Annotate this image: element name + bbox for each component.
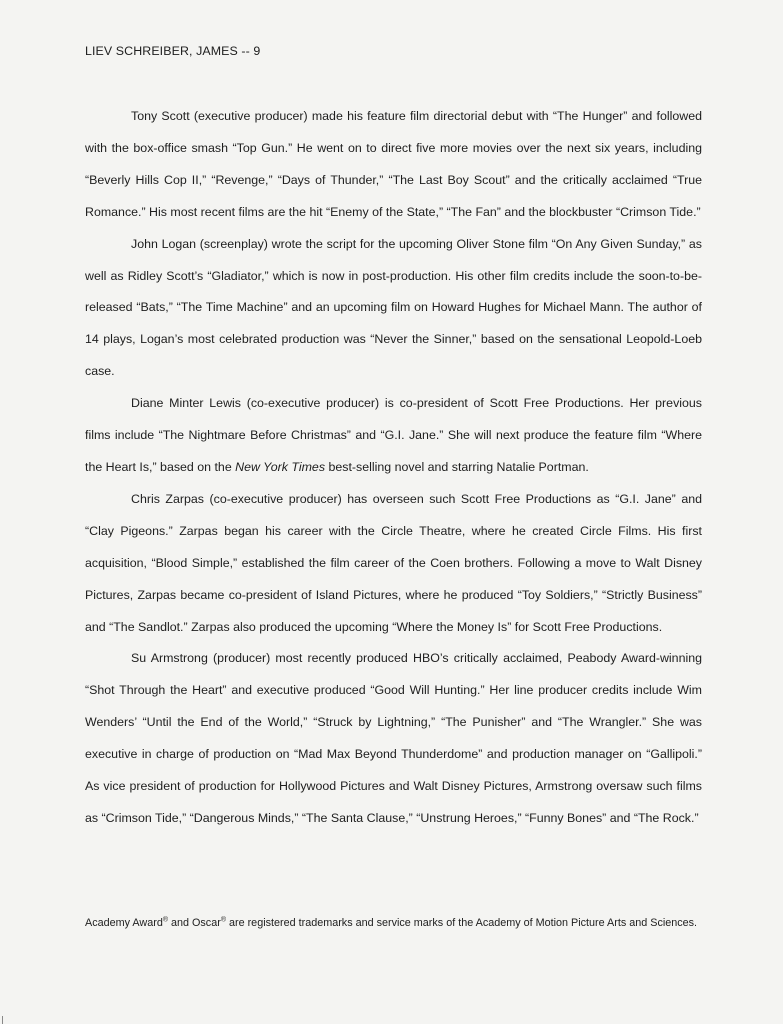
- paragraph-tony-scott: Tony Scott (executive producer) made his feature film directorial debut with “The Hunger” and followed with the box-office smash “Top Gun.” He went on to direct five more movies over the next six years, including “Beverly Hills Cop II,” “Revenge,” “Days of Thunder,” “The Last Boy Scout” and the critically acclaimed “True Romance.” His most recent films are the hit “Enemy of the State,” “The Fan” and the blockbuster “Crimson Tide.”: [85, 109, 702, 219]
- footnote-text: and Oscar: [168, 917, 221, 929]
- page-header: LIEV SCHREIBER, JAMES -- 9: [85, 44, 261, 58]
- paragraph-text: best-selling novel and starring Natalie Portman.: [325, 459, 589, 474]
- registered-mark: ®: [220, 916, 226, 924]
- body-text: [85, 101, 702, 835]
- footnote-text: Academy Award: [85, 917, 163, 929]
- footnote-text: are registered trademarks and service marks of the Academy of Motion Picture Arts and Sciences.: [225, 917, 698, 929]
- registered-mark: ®: [162, 916, 168, 924]
- trademark-footnote: [85, 916, 705, 930]
- paragraph-diane-minter-lewis: [85, 388, 702, 484]
- paragraph-su-armstrong: Su Armstrong (producer) most recently produced HBO’s critically acclaimed, Peabody Award-winning “Shot Through the Heart” and executive produced “Good Will Hunting.” Her line producer credits include Wim Wenders’ “Until the End of the World,” “Struck by Lightning,” “The Punisher” and “The Wrangler.” She was executive in charge of production on “Mad Max Beyond Thunderdome” and production manager on “Gallipoli.” As vice president of production for Hollywood Pictures and Walt Disney Pictures, Armstrong oversaw such films as “Crimson Tide,” “Dangerous Minds,” “The Santa Clause,” “Unstrung Heroes,” “Funny Bones” and “The Rock.”: [85, 651, 702, 825]
- paragraph-text: Diane Minter Lewis (co-executive producer) is co-president of Scott Free Productions. Her previous films include “The Nightmare Before Christmas” and “G.I. Jane.” She will next produce the feature film “Where the Heart Is,” based on the: [85, 396, 702, 474]
- publication-title: New York Times: [235, 459, 326, 474]
- paragraph-john-logan: John Logan (screenplay) wrote the script for the upcoming Oliver Stone film “On Any Given Sunday,” as well as Ridley Scott’s “Gladiator,” which is now in post-production. His other film credits include the soon-to-be-released “Bats,” “The Time Machine” and an upcoming film on Howard Hughes for Michael Mann. The author of 14 plays, Logan’s most celebrated production was “Never the Sinner,” based on the sensational Leopold-Loeb case.: [85, 236, 702, 379]
- paragraph-chris-zarpas: Chris Zarpas (co-executive producer) has overseen such Scott Free Productions as “G.I. Jane” and “Clay Pigeons.” Zarpas began his career with the Circle Theatre, where he created Circle Films. His first acquisition, “Blood Simple,” established the film career of the Coen brothers. Following a move to Walt Disney Pictures, Zarpas became co-president of Island Pictures, where he produced “Toy Soldiers,” “Strictly Business” and “The Sandlot.” Zarpas also produced the upcoming “Where the Money Is” for Scott Free Productions.: [85, 491, 702, 634]
- scan-edge-mark: [2, 1016, 3, 1024]
